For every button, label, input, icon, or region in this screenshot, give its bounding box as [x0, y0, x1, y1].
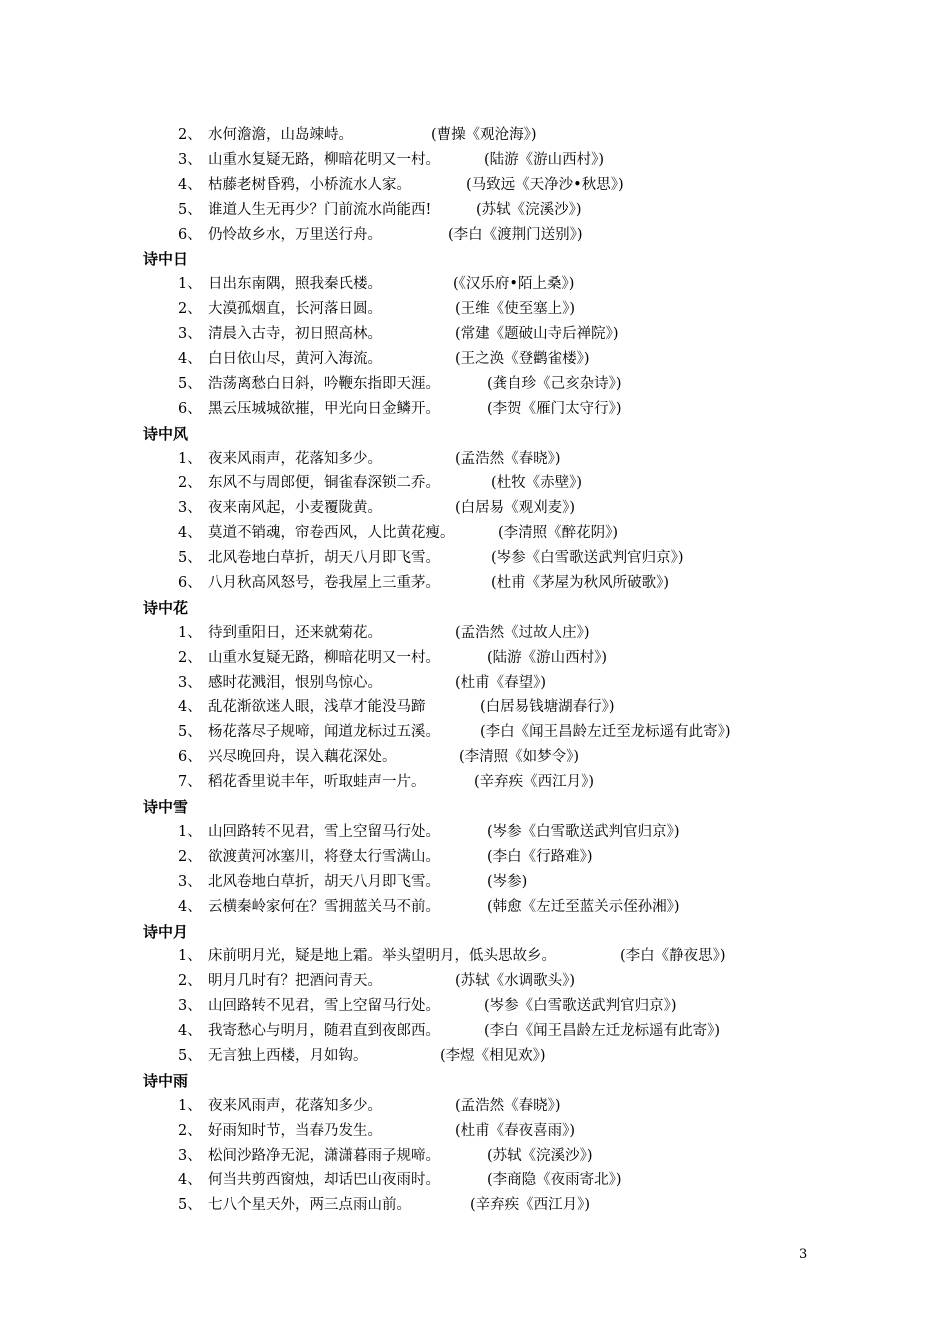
poem-line [0, 870, 950, 895]
verse-source: (杜甫《春夜喜雨》) [455, 1122, 576, 1139]
verse-source: (孟浩然《过故人庄》) [455, 624, 590, 641]
verse-source: (王维《使至塞上》) [455, 301, 576, 318]
line-number: 2、 [178, 127, 202, 143]
poem-line [0, 745, 950, 770]
verse-text: 床前明月光，疑是地上霜。举头望明月，低头思故乡。 [208, 948, 556, 965]
line-number: 2、 [178, 848, 202, 865]
verse-text: 兴尽晚回舟，误入藕花深处。 [208, 749, 397, 766]
line-number: 5、 [178, 1047, 202, 1064]
section-heading-text: 诗中花 [143, 598, 189, 617]
verse-text: 黑云压城城欲摧，甲光向日金鳞开。 [208, 400, 440, 417]
line-number: 2、 [178, 649, 202, 666]
verse-source: (马致远《天净沙•秋思》) [466, 176, 624, 193]
line-number: 6、 [178, 400, 202, 417]
verse-source: (韩愈《左迁至蓝关示侄孙湘》) [487, 898, 680, 915]
line-number: 5、 [178, 550, 202, 567]
verse-source: (白居易《观刈麦》) [455, 500, 576, 517]
section-heading [0, 247, 950, 272]
verse-text: 山回路转不见君，雪上空留马行处。 [208, 823, 440, 840]
section-heading-text: 诗中雪 [143, 798, 189, 817]
verse-text: 七八个星天外，两三点雨山前。 [208, 1197, 411, 1214]
section-heading-text: 诗中风 [143, 424, 189, 443]
line-number: 7、 [178, 774, 202, 791]
verse-source: (岑参《白雪歌送武判官归京》) [487, 823, 680, 840]
poem-line [0, 770, 950, 795]
verse-source: (《汉乐府•陌上桑》) [453, 276, 575, 293]
section-heading-text: 诗中月 [143, 922, 189, 941]
verse-source: (苏轼《水调歌头》) [455, 973, 576, 990]
verse-text: 夜来风雨声，花落知多少。 [208, 450, 382, 467]
poem-line [0, 1168, 950, 1193]
verse-text: 日出东南隅，照我秦氏楼。 [208, 276, 382, 293]
line-number: 4、 [178, 525, 202, 542]
verse-source: (岑参《白雪歌送武判官归京》) [484, 998, 677, 1015]
verse-text: 仍怜故乡水，万里送行舟。 [208, 226, 382, 243]
verse-source: (王之涣《登鹳雀楼》) [455, 351, 590, 368]
line-number: 1、 [178, 1097, 202, 1114]
verse-source: (李煜《相见欢》) [440, 1047, 546, 1064]
verse-source: (杜牧《赤壁》) [491, 475, 583, 492]
line-number: 4、 [178, 699, 202, 716]
verse-text: 欲渡黄河冰塞川，将登太行雪满山。 [208, 848, 440, 865]
verse-source: (孟浩然《春晓》) [455, 1097, 561, 1114]
line-number: 4、 [178, 898, 202, 915]
poem-line [0, 820, 950, 845]
verse-source: (岑参《白雪歌送武判官归京》) [491, 550, 684, 567]
verse-source: (苏轼《浣溪沙》) [487, 1147, 593, 1164]
poem-line [0, 695, 950, 720]
line-number: 1、 [178, 823, 202, 840]
verse-text: 白日依山尽，黄河入海流。 [208, 351, 382, 368]
line-number: 5、 [178, 1197, 202, 1214]
poem-line [0, 621, 950, 646]
verse-source: (白居易钱塘湖春行》) [480, 699, 615, 716]
poem-line [0, 546, 950, 571]
verse-text: 谁道人生无再少？门前流水尚能西! [208, 201, 432, 218]
line-number: 1、 [178, 450, 202, 467]
verse-source: (曹操《观沧海》) [431, 127, 537, 143]
poem-line [0, 1193, 950, 1218]
poem-line [0, 944, 950, 969]
verse-source: (杜甫《春望》) [455, 674, 547, 691]
poem-line [0, 1019, 950, 1044]
line-number: 2、 [178, 301, 202, 318]
verse-text: 何当共剪西窗烛，却话巴山夜雨时。 [208, 1172, 440, 1189]
poem-line [0, 223, 950, 248]
poem-line [0, 123, 950, 148]
line-number: 2、 [178, 973, 202, 990]
poem-line [0, 845, 950, 870]
line-number: 5、 [178, 201, 202, 218]
verse-text: 杨花落尽子规啼，闻道龙标过五溪。 [208, 724, 440, 741]
verse-source: (孟浩然《春晓》) [455, 450, 561, 467]
poem-line [0, 272, 950, 297]
verse-source: (李贺《雁门太守行》) [487, 400, 622, 417]
verse-text: 感时花溅泪，恨别鸟惊心。 [208, 674, 382, 691]
verse-text: 浩荡离愁白日斜，吟鞭东指即天涯。 [208, 375, 440, 392]
verse-source: (苏轼《浣溪沙》) [476, 201, 582, 218]
section-heading [0, 422, 950, 447]
verse-text: 北风卷地白草折，胡天八月即飞雪。 [208, 550, 440, 567]
poem-line [0, 148, 950, 173]
verse-text: 待到重阳日，还来就菊花。 [208, 624, 382, 641]
verse-text: 山重水复疑无路，柳暗花明又一村。 [208, 151, 440, 168]
verse-text: 水何澹澹，山岛竦峙。 [208, 127, 353, 143]
section-heading [0, 596, 950, 621]
poem-line [0, 372, 950, 397]
verse-source: (李白《静夜思》) [620, 948, 726, 965]
line-number: 5、 [178, 724, 202, 741]
poem-line [0, 1044, 950, 1069]
line-number: 4、 [178, 176, 202, 193]
verse-source: (杜甫《茅屋为秋风所破歌》) [491, 575, 670, 592]
poem-line [0, 447, 950, 472]
section-heading [0, 920, 950, 945]
line-number: 4、 [178, 1023, 202, 1040]
verse-text: 莫道不销魂，帘卷西风，人比黄花瘦。 [208, 525, 455, 542]
line-number: 1、 [178, 624, 202, 641]
poem-line [0, 1094, 950, 1119]
verse-text: 北风卷地白草折，胡天八月即飞雪。 [208, 873, 440, 890]
poem-line [0, 671, 950, 696]
section-heading [0, 795, 950, 820]
line-number: 6、 [178, 226, 202, 243]
verse-text: 八月秋高风怒号，卷我屋上三重茅。 [208, 575, 440, 592]
poem-line [0, 1144, 950, 1169]
poem-line [0, 173, 950, 198]
verse-source: (李白《闻王昌龄左迁至龙标遥有此寄》) [480, 724, 731, 741]
line-number: 3、 [178, 998, 202, 1015]
verse-source: (常建《题破山寺后禅院》) [455, 326, 619, 343]
verse-text: 稻花香里说丰年，听取蛙声一片。 [208, 774, 426, 791]
poem-line [0, 571, 950, 596]
verse-text: 明月几时有？把酒问青天。 [208, 973, 382, 990]
verse-text: 枯藤老树昏鸦，小桥流水人家。 [208, 176, 411, 193]
poem-line [0, 646, 950, 671]
line-number: 6、 [178, 749, 202, 766]
verse-source: (辛弃疾《西江月》) [470, 1197, 591, 1214]
line-number: 3、 [178, 151, 202, 168]
verse-source: (岑参) [487, 873, 528, 890]
line-number: 3、 [178, 1147, 202, 1164]
verse-source: (李清照《如梦令》) [459, 749, 580, 766]
poem-list [0, 123, 950, 1218]
verse-text: 清晨入古寺，初日照高林。 [208, 326, 382, 343]
poem-line [0, 397, 950, 422]
line-number: 4、 [178, 1172, 202, 1189]
poem-line [0, 198, 950, 223]
verse-text: 夜来风雨声，花落知多少。 [208, 1097, 382, 1114]
verse-source: (李白《渡荆门送别》) [448, 226, 583, 243]
verse-text: 东风不与周郎便，铜雀春深锁二乔。 [208, 475, 440, 492]
poem-line [0, 322, 950, 347]
line-number: 2、 [178, 1122, 202, 1139]
poem-line [0, 969, 950, 994]
line-number: 5、 [178, 375, 202, 392]
poem-line [0, 1119, 950, 1144]
verse-text: 山重水复疑无路，柳暗花明又一村。 [208, 649, 440, 666]
verse-text: 我寄愁心与明月，随君直到夜郎西。 [208, 1023, 440, 1040]
page-number: 3 [799, 1247, 808, 1262]
verse-source: (李清照《醉花阴》) [498, 525, 619, 542]
line-number: 3、 [178, 674, 202, 691]
section-heading [0, 1069, 950, 1094]
line-number: 4、 [178, 351, 202, 368]
verse-source: (李商隐《夜雨寄北》) [487, 1172, 622, 1189]
verse-source: (陆游《游山西村》) [487, 649, 608, 666]
verse-source: (李白《闻王昌龄左迁龙标遥有此寄》) [484, 1023, 721, 1040]
line-number: 6、 [178, 575, 202, 592]
line-number: 3、 [178, 326, 202, 343]
verse-text: 大漠孤烟直，长河落日圆。 [208, 301, 382, 318]
line-number: 3、 [178, 500, 202, 517]
section-heading-text: 诗中雨 [143, 1071, 189, 1090]
verse-text: 云横秦岭家何在？雪拥蓝关马不前。 [208, 898, 440, 915]
poem-line [0, 720, 950, 745]
line-number: 1、 [178, 276, 202, 293]
verse-text: 夜来南风起，小麦覆陇黄。 [208, 500, 382, 517]
poem-line [0, 347, 950, 372]
poem-line [0, 297, 950, 322]
verse-text: 乱花渐欲迷人眼，浅草才能没马蹄 [208, 699, 426, 716]
poem-line [0, 521, 950, 546]
verse-source: (李白《行路难》) [487, 848, 593, 865]
poem-line [0, 471, 950, 496]
line-number: 1、 [178, 948, 202, 965]
line-number: 3、 [178, 873, 202, 890]
verse-source: (陆游《游山西村》) [484, 151, 605, 168]
section-heading-text: 诗中日 [143, 250, 189, 269]
verse-text: 无言独上西楼，月如钩。 [208, 1047, 368, 1064]
verse-source: (龚自珍《己亥杂诗》) [487, 375, 622, 392]
poem-line [0, 994, 950, 1019]
verse-text: 山回路转不见君，雪上空留马行处。 [208, 998, 440, 1015]
verse-text: 好雨知时节，当春乃发生。 [208, 1122, 382, 1139]
verse-source: (辛弃疾《西江月》) [474, 774, 595, 791]
line-number: 2、 [178, 475, 202, 492]
poem-line [0, 496, 950, 521]
poem-line [0, 895, 950, 920]
verse-text: 松间沙路净无泥，潇潇暮雨子规啼。 [208, 1147, 440, 1164]
